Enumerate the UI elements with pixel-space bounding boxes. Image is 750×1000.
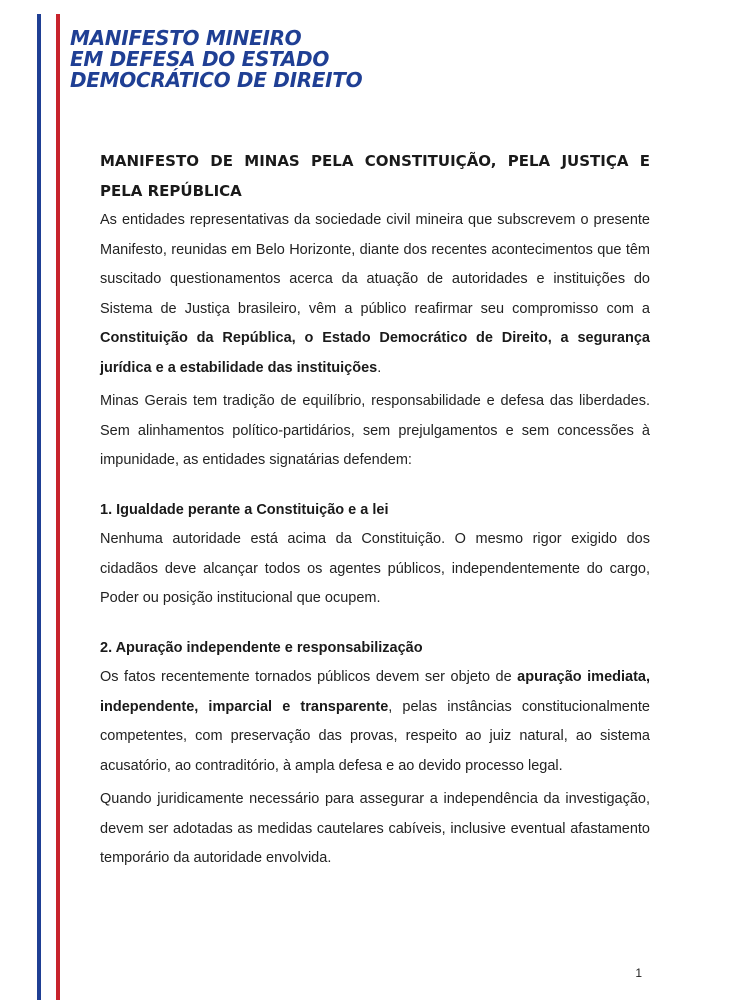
section-2-text-after: , pelas instâncias constitucionalmente competentes, com preservação das provas, respeito ao juiz natural, ao sistema acusatório, ao contraditório, à ampla defesa e ao devido processo legal. xyxy=(100,698,650,774)
section-1-text: Nenhuma autoridade está acima da Constituição. O mesmo rigor exigido dos cidadãos deve alcançar todos os agentes públicos, independentemente do cargo, Poder ou posição institucional que ocupem. xyxy=(100,531,650,606)
paragraph-minas-gerais: Minas Gerais tem tradição de equilíbrio, responsabilidade e defesa das liberdades. Sem alinhamentos político-partidários, sem prejulgamentos e sem concessões à impunidade, as entidades signatárias defendem: xyxy=(100,393,650,468)
section-2-text-before: Os fatos recentemente tornados públicos devem ser objeto de xyxy=(100,669,518,685)
intro-end: . xyxy=(377,359,382,376)
document-body xyxy=(100,146,650,874)
section-2-paragraph-2: Quando juridicamente necessário para assegurar a independência da investigação, devem ser adotadas as medidas cautelares cabíveis, inclusive eventual afastamento temporário da autoridade envolvida. xyxy=(100,791,650,866)
logo-line-1: MANIFESTO MINEIRO xyxy=(70,26,302,50)
section-2-bold-text: apuração imediata, independente, imparcial e transparente xyxy=(100,669,651,715)
left-stripe-red xyxy=(56,14,60,1000)
document-title: MANIFESTO DE MINAS PELA CONSTITUIÇÃO, PELA JUSTIÇA E PELA REPÚBLICA xyxy=(100,152,650,200)
intro-text: As entidades representativas da sociedade civil mineira que subscrevem o presente Manifesto, reunidas em Belo Horizonte, diante dos recentes acontecimentos que têm suscitado questionamentos acerca da atuação de autoridades e instituições do Sistema de Justiça brasileiro, vêm a público reafirmar seu compromisso com a xyxy=(100,212,650,317)
section-2-heading: 2. Apuração independente e responsabilização xyxy=(100,639,423,656)
logo-line-2: EM DEFESA DO ESTADO xyxy=(70,47,330,71)
intro-paragraph xyxy=(100,206,650,383)
intro-bold-text: Constituição da República, o Estado Democrático de Direito, a segurança jurídica e a estabilidade das instituições xyxy=(100,330,650,376)
logo-line-3: DEMOCRÁTICO DE DIREITO xyxy=(70,68,363,92)
page-number: 1 xyxy=(635,966,642,980)
manifesto-logo xyxy=(70,28,362,91)
section-1-heading: 1. Igualdade perante a Constituição e a lei xyxy=(100,501,389,518)
section-2-paragraph-1 xyxy=(100,663,650,781)
left-stripe-blue xyxy=(37,14,41,1000)
